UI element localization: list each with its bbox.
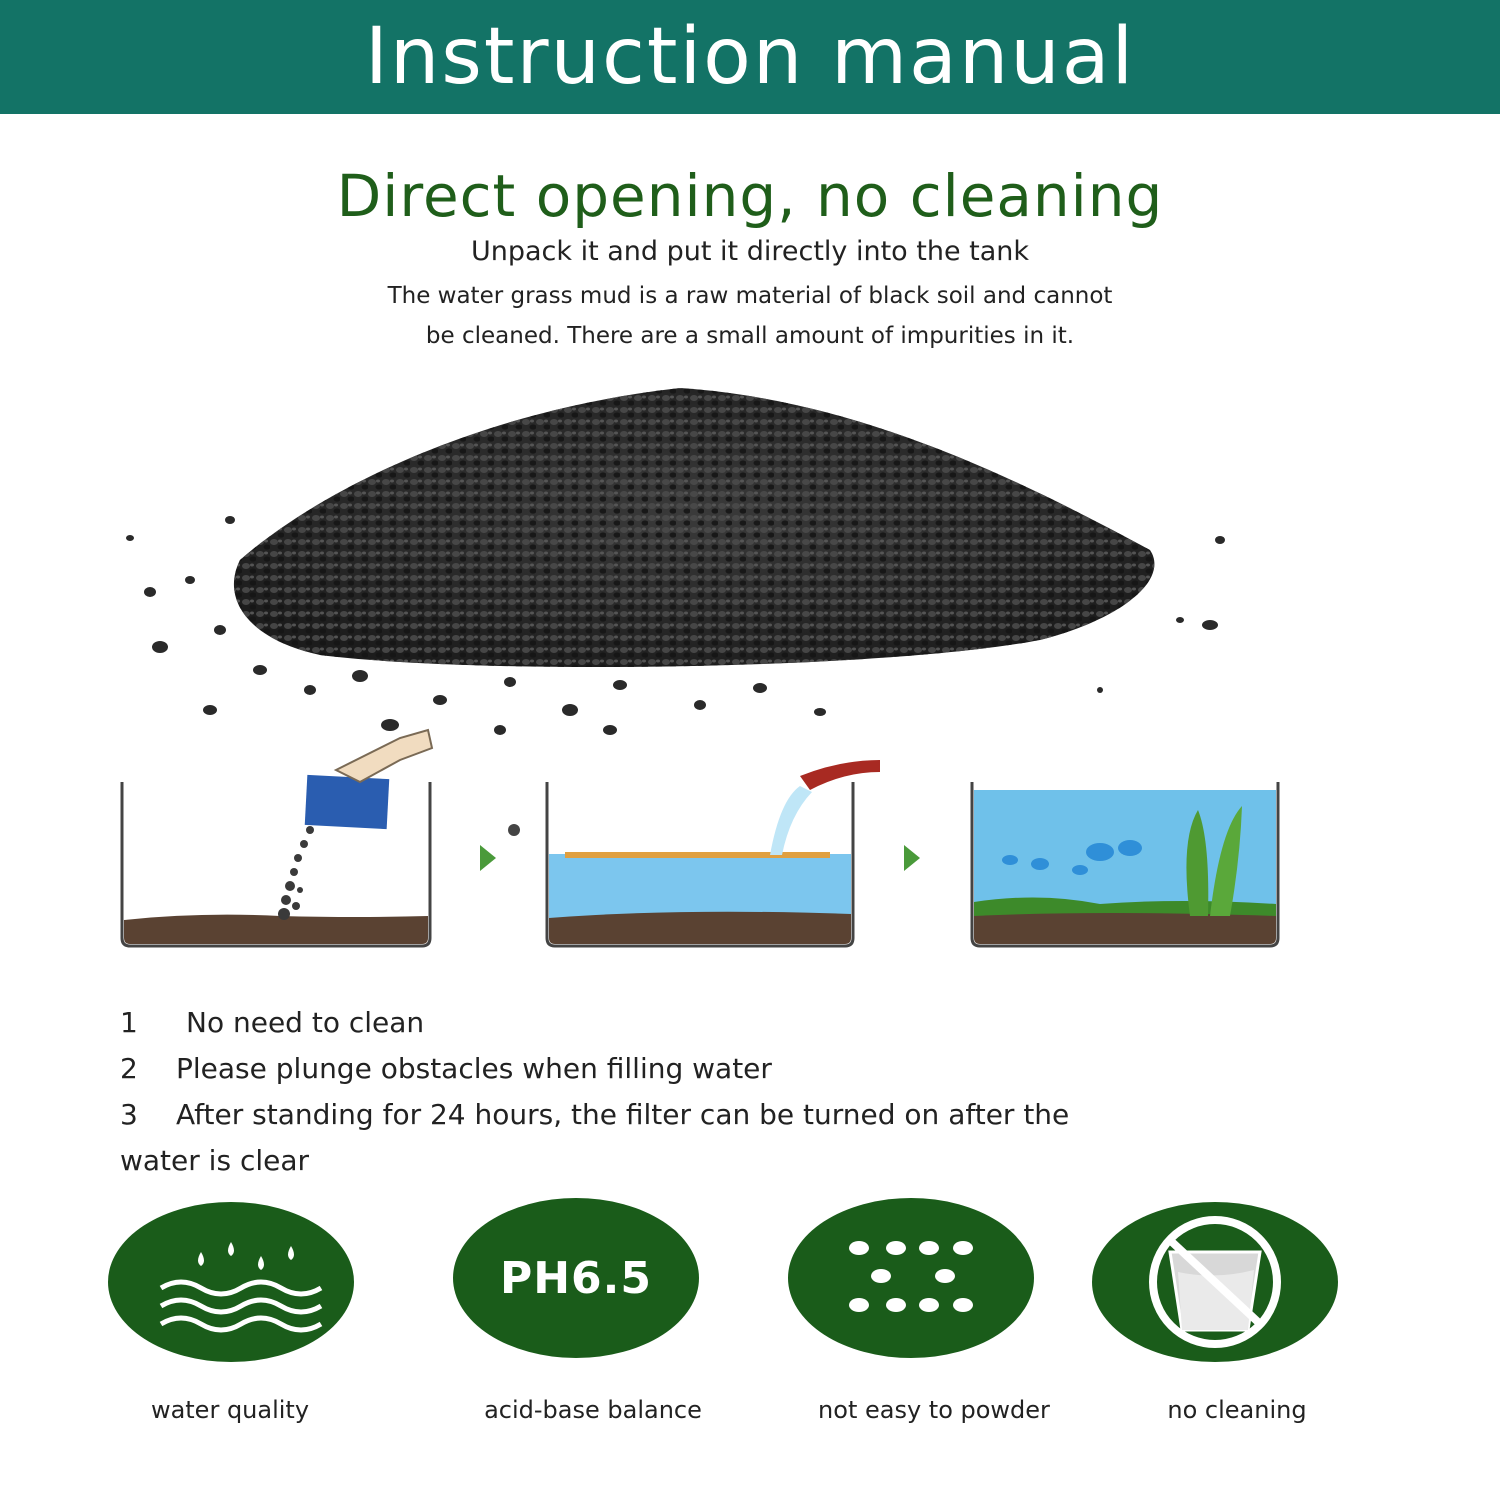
tank-step-add-soil (122, 730, 432, 946)
section-title: Direct opening, no cleaning (336, 162, 1164, 230)
step-number: 3 (120, 1098, 138, 1131)
list-item (120, 1046, 1320, 1092)
step-number: 1 (120, 1006, 138, 1039)
tank-step-fill-water (547, 760, 880, 946)
no-cleaning-icon (1092, 1202, 1338, 1362)
page-title: Instruction manual (364, 12, 1136, 102)
list-item (120, 1092, 1320, 1138)
feature-icons (0, 1190, 1500, 1490)
step-text: Please plunge obstacles when filling water (176, 1052, 772, 1085)
description-line: be cleaned. There are a small amount of impurities in it. (425, 323, 1075, 349)
arrow-right-icon (480, 845, 496, 871)
header-banner (0, 0, 1500, 114)
instruction-list (120, 1000, 1320, 1184)
step-number: 2 (120, 1052, 138, 1085)
setup-steps-illustration (100, 720, 1320, 970)
section-description (250, 276, 1250, 356)
tank-step-planted (972, 782, 1278, 946)
step-text: No need to clean (186, 1006, 425, 1039)
section-subtitle: Unpack it and put it directly into the tank (470, 236, 1030, 267)
feature-label: water quality (150, 1396, 310, 1424)
arrow-right-icon (904, 845, 920, 871)
feature-label: no cleaning (1167, 1396, 1307, 1424)
water-waves-icon (108, 1202, 354, 1362)
description-line: The water grass mud is a raw material of black soil and cannot (387, 283, 1113, 309)
step-text: After standing for 24 hours, the filter can be turned on after the (176, 1098, 1070, 1131)
feature-label: acid-base balance (484, 1396, 702, 1424)
soil-pile-image (60, 370, 1300, 770)
granules-icon (788, 1198, 1034, 1358)
feature-label: not easy to powder (818, 1396, 1050, 1424)
list-item (120, 1000, 1320, 1046)
list-item-continuation: water is clear (120, 1144, 310, 1177)
ph-icon (453, 1198, 699, 1358)
ph-badge-text: PH6.5 (499, 1252, 653, 1304)
